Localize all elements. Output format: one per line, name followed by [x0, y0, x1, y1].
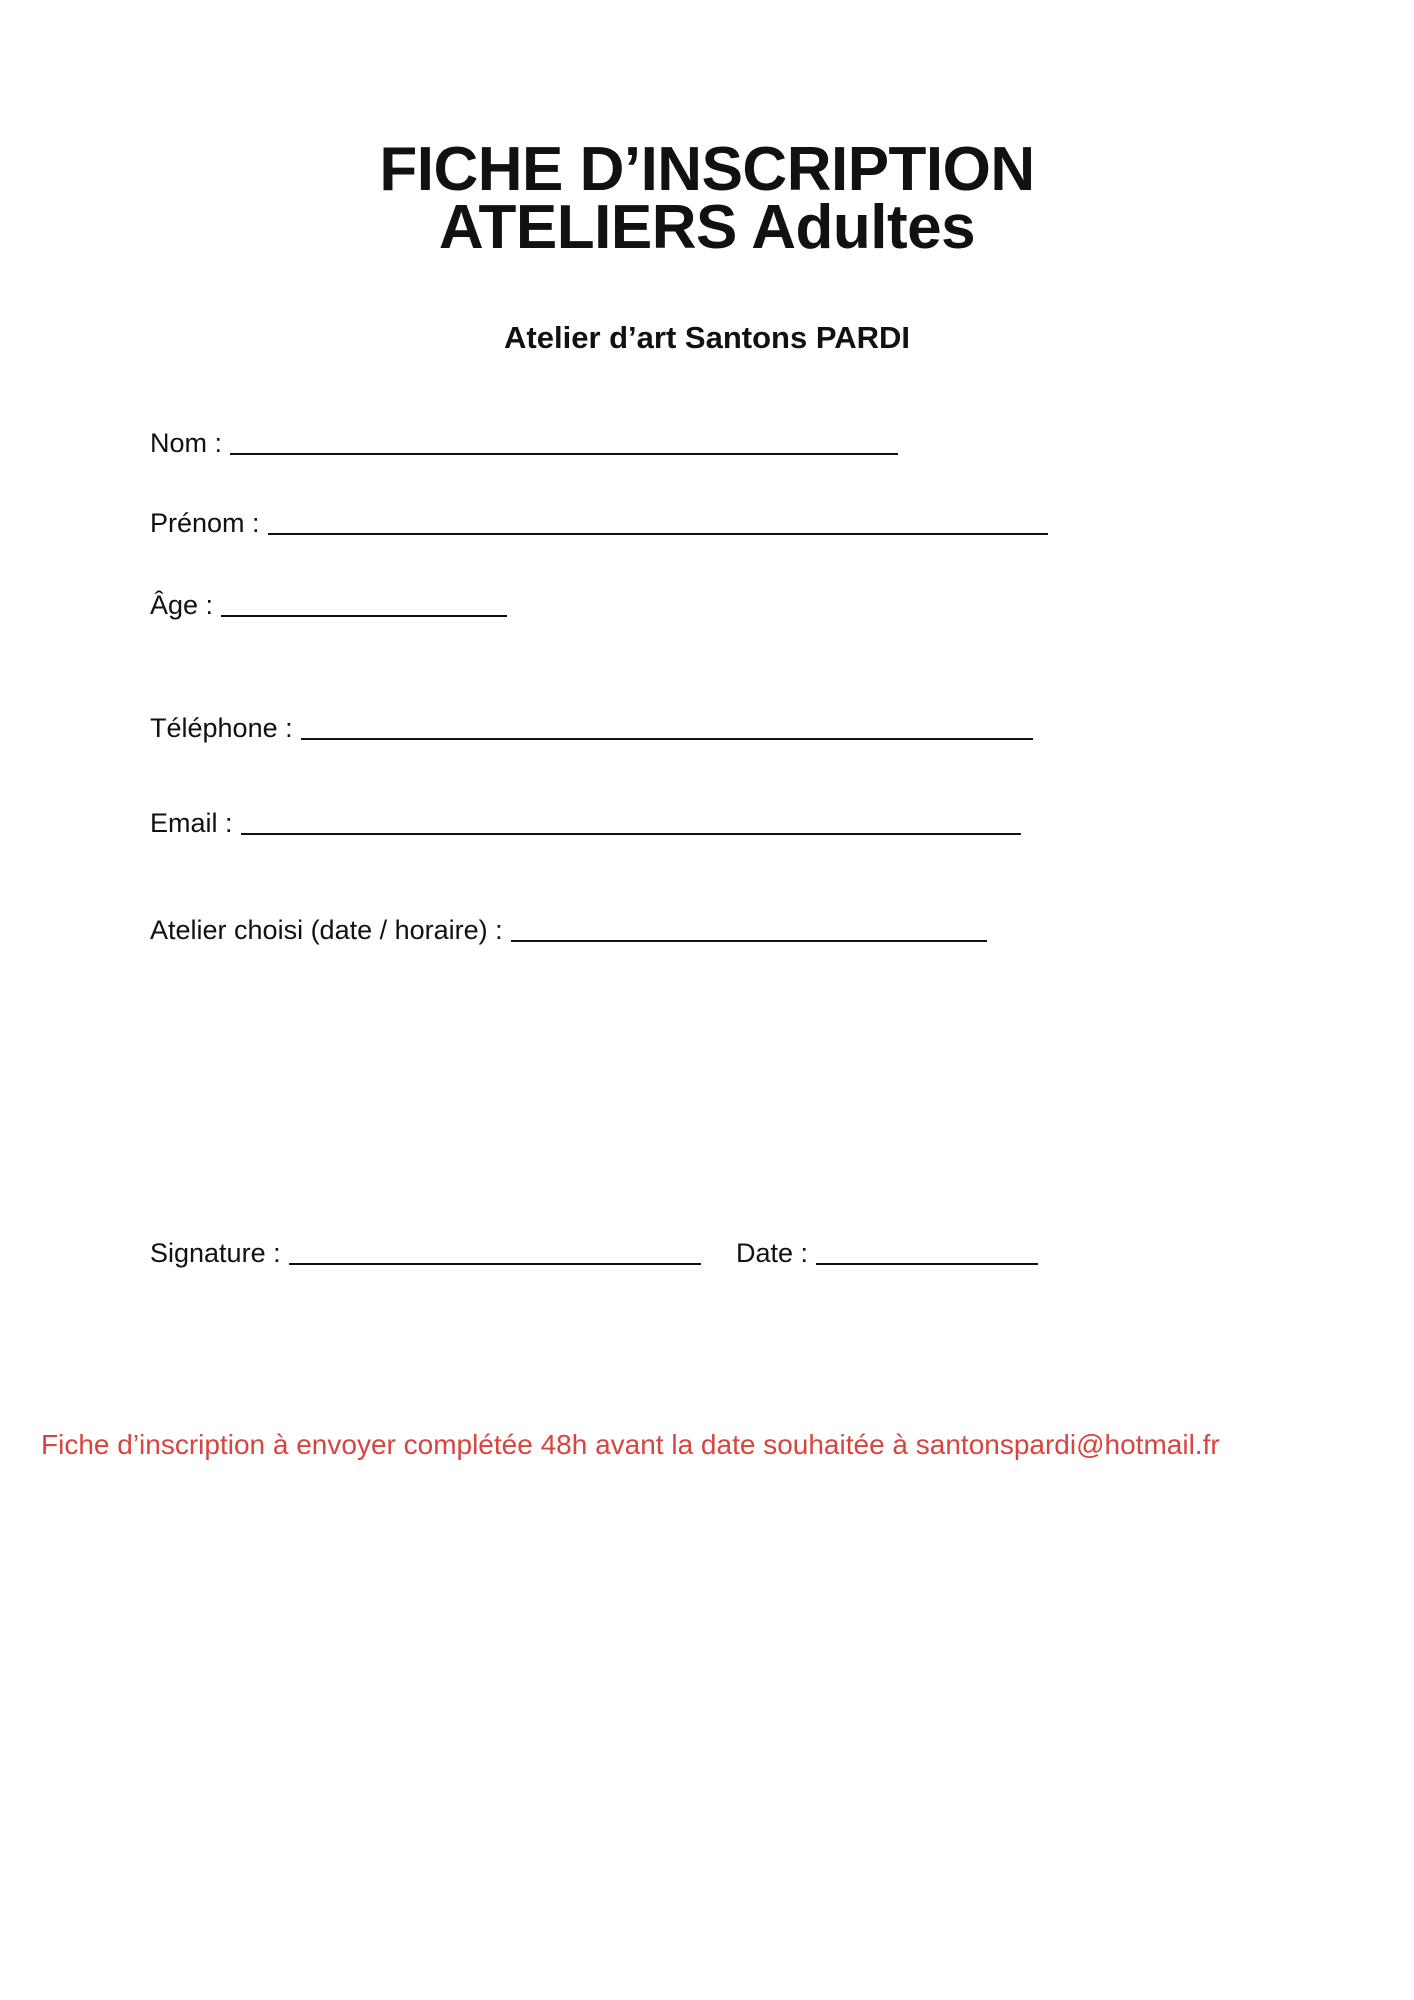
atelier-field — [150, 915, 987, 945]
atelier-label: Atelier choisi (date / horaire) : — [150, 915, 503, 945]
page-title-line-2: ATELIERS Adultes — [438, 193, 976, 262]
telephone-blank-line[interactable] — [301, 714, 1033, 740]
telephone-field — [150, 713, 1033, 743]
submission-note: Fiche d’inscription à envoyer complétée 48h avant la date souhaitée à santonspardi@hotmail.fr — [41, 1429, 1220, 1460]
atelier-blank-line[interactable] — [511, 916, 987, 942]
prenom-blank-line[interactable] — [268, 509, 1048, 535]
nom-label: Nom : — [150, 428, 223, 458]
prenom-label: Prénom : — [150, 508, 260, 538]
age-field — [150, 590, 507, 620]
date-field — [736, 1238, 1038, 1268]
email-label: Email : — [150, 808, 233, 838]
email-field — [150, 808, 1021, 838]
age-label: Âge : — [150, 590, 214, 620]
email-blank-line[interactable] — [241, 809, 1021, 835]
prenom-field — [150, 508, 1048, 538]
telephone-label: Téléphone : — [150, 713, 293, 743]
signature-field — [150, 1238, 701, 1268]
signature-blank-line[interactable] — [289, 1239, 701, 1265]
signature-label: Signature : — [150, 1238, 281, 1268]
page-subtitle: Atelier d’art Santons PARDI — [504, 320, 910, 355]
date-label: Date : — [736, 1238, 809, 1268]
age-blank-line[interactable] — [221, 591, 507, 617]
nom-field — [150, 428, 898, 458]
nom-blank-line[interactable] — [230, 429, 898, 455]
date-blank-line[interactable] — [816, 1239, 1038, 1265]
page-title-line-1: FICHE D’INSCRIPTION — [379, 135, 1035, 204]
